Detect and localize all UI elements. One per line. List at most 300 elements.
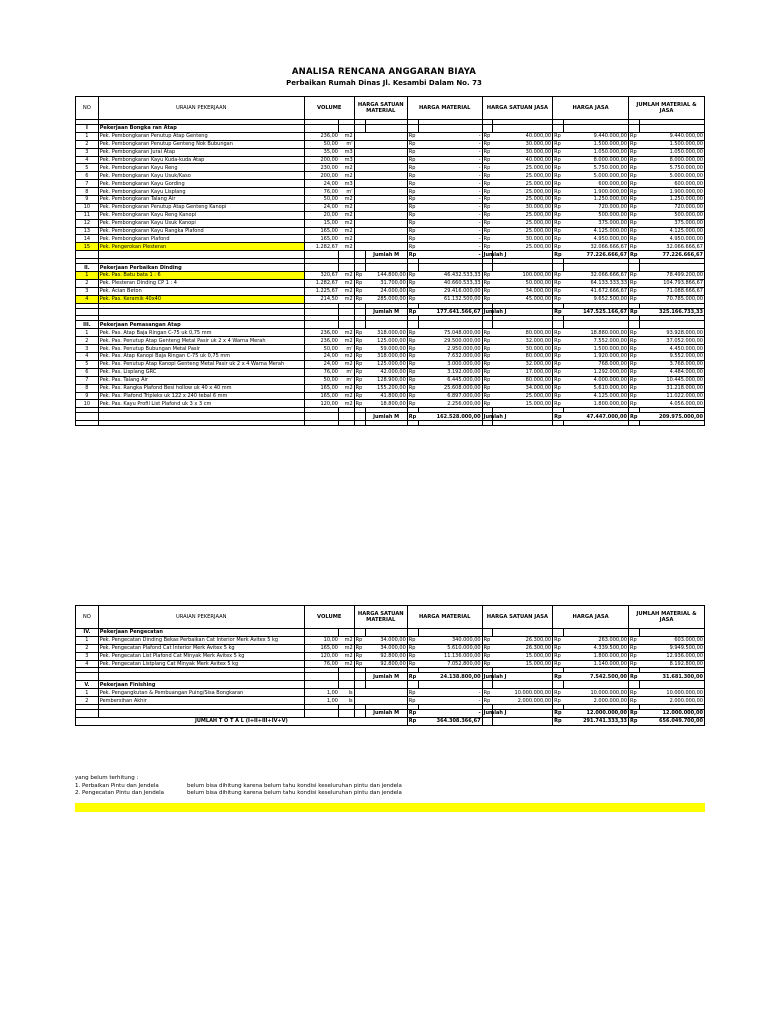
currency-label: Rp (407, 211, 418, 219)
row-harga-material: - (418, 203, 482, 211)
currency-label: Rp (630, 710, 638, 717)
empty-cell (639, 681, 704, 689)
jumlah-m-label: Jumlah M (365, 413, 407, 421)
row-harga-satuan-material: 42.000,00 (365, 368, 407, 376)
empty-cell (418, 629, 482, 637)
empty-cell (365, 681, 407, 689)
empty-cell (339, 421, 354, 426)
jumlah-total-value: 12.000.000,00 (639, 710, 704, 718)
row-number: 14 (76, 235, 99, 243)
currency-label: Rp (408, 413, 417, 420)
empty-cell (493, 421, 553, 426)
currency-label: Rp (629, 279, 640, 287)
currency-label: Rp (407, 203, 418, 211)
row-harga-satuan-jasa: 40.000,00 (493, 156, 553, 164)
row-jumlah: 720.000,00 (639, 203, 704, 211)
currency-label: Rp (354, 272, 365, 280)
row-harga-satuan-jasa: 80.000,00 (493, 329, 553, 337)
row-unit: m2 (339, 219, 354, 227)
empty-cell (639, 125, 704, 133)
currency-label: Rp (407, 272, 418, 280)
row-jumlah: 8.000.000,00 (639, 156, 704, 164)
currency-label: Rp (553, 287, 564, 295)
row-number: 4 (76, 353, 99, 361)
section-title: Pekerjaan Pengecatan (98, 629, 304, 637)
currency-label: Rp (407, 148, 418, 156)
currency-label: Rp (629, 156, 640, 164)
currency-label: Rp (354, 353, 365, 361)
empty-cell (563, 629, 628, 637)
currency-label: Rp (354, 360, 365, 368)
row-harga-satuan-jasa: 30.000,00 (493, 203, 553, 211)
row-number: 1 (76, 329, 99, 337)
currency-label: Rp (553, 689, 564, 697)
row-harga-material: 3.000.000,00 (418, 360, 482, 368)
table-row (76, 172, 705, 180)
table-row (76, 164, 705, 172)
row-harga-satuan-material (365, 188, 407, 196)
jumlah-total-value: 77.226.666,67 (639, 251, 704, 259)
currency-label: Rp (482, 368, 493, 376)
row-volume: 50,00 (304, 140, 339, 148)
empty-cell (482, 125, 493, 133)
currency-label: Rp (553, 172, 564, 180)
row-harga-jasa: 9.652.500,00 (563, 295, 628, 303)
row-harga-material: - (418, 180, 482, 188)
row-harga-satuan-material: 128.900,00 (365, 376, 407, 384)
header-harga-satuan-jasa: HARGA SATUAN JASA (482, 606, 553, 629)
row-number: 11 (76, 211, 99, 219)
row-harga-satuan-jasa: 40.000,00 (493, 132, 553, 140)
row-harga-satuan-material (365, 196, 407, 204)
currency-label: Rp (354, 329, 365, 337)
row-unit: m3 (339, 156, 354, 164)
empty-cell (76, 710, 99, 718)
currency-label: Rp (553, 196, 564, 204)
row-harga-jasa: 1.500.000,00 (563, 140, 628, 148)
currency-label: Rp (482, 287, 493, 295)
row-jumlah: 1.900.000,00 (639, 188, 704, 196)
note-item-desc: belum bisa dihitung karena belum tahu kondisi keseluruhan pintu dan jendela (187, 790, 402, 796)
currency-label: Rp (354, 400, 365, 408)
rab-table-1 (75, 96, 705, 426)
empty-cell (418, 681, 482, 689)
empty-cell (339, 264, 354, 272)
row-unit: m2 (339, 384, 354, 392)
row-harga-satuan-jasa: 45.000,00 (493, 295, 553, 303)
row-harga-jasa: 10.000.000,00 (563, 689, 628, 697)
currency-label: Rp (407, 337, 418, 345)
row-number: 8 (76, 188, 99, 196)
currency-label: Rp (629, 644, 640, 652)
table-row (76, 196, 705, 204)
row-harga-jasa: 1.250.000,00 (563, 196, 628, 204)
table-row (76, 644, 705, 652)
currency-label (354, 132, 365, 140)
row-unit: m2 (339, 172, 354, 180)
currency-label (354, 227, 365, 235)
row-number: 1 (76, 132, 99, 140)
row-harga-satuan-material: 41.800,00 (365, 392, 407, 400)
notes (75, 775, 402, 798)
currency-label: Rp (408, 309, 417, 316)
currency-label: Rp (630, 309, 638, 316)
empty-cell (553, 264, 564, 272)
empty-cell (418, 421, 482, 426)
section-number: III. (76, 321, 99, 329)
table-row (76, 148, 705, 156)
empty-cell (304, 629, 339, 637)
empty-cell (354, 251, 365, 259)
currency-label: Rp (482, 360, 493, 368)
row-unit: m2 (339, 636, 354, 644)
row-volume: 236,00 (304, 132, 339, 140)
row-harga-satuan-material (365, 227, 407, 235)
row-unit: m2 (339, 644, 354, 652)
row-harga-jasa: 1.050.000,00 (563, 148, 628, 156)
row-harga-satuan-jasa: 80.000,00 (493, 376, 553, 384)
row-harga-satuan-jasa: 34.000,00 (493, 287, 553, 295)
currency-label: Rp (629, 287, 640, 295)
currency-label: Rp (407, 295, 418, 303)
row-harga-satuan-material (365, 689, 407, 697)
currency-label: Rp (482, 227, 493, 235)
row-harga-jasa: 1.292.000,00 (563, 368, 628, 376)
row-harga-jasa: 768.000,00 (563, 360, 628, 368)
empty-cell (563, 421, 628, 426)
table-row (76, 243, 705, 251)
currency-label: Rp (629, 392, 640, 400)
currency-label: Rp (553, 148, 564, 156)
row-jumlah: 10.000.000,00 (639, 689, 704, 697)
currency-label: Rp (553, 219, 564, 227)
row-number: 1 (76, 689, 99, 697)
row-harga-satuan-material (365, 211, 407, 219)
row-unit: m2 (339, 392, 354, 400)
row-jumlah: 10.445.000,00 (639, 376, 704, 384)
section-number: I (76, 125, 99, 133)
currency-label: Rp (408, 718, 417, 725)
jumlah-m-label: Jumlah M (365, 673, 407, 681)
row-harga-material: 40.660.533,33 (418, 279, 482, 287)
row-unit: m' (339, 345, 354, 353)
row-unit: m' (339, 376, 354, 384)
row-volume: 24,00 (304, 180, 339, 188)
empty-cell (407, 681, 418, 689)
row-number: 6 (76, 172, 99, 180)
row-description: Pek. Pas. Kayu Profil List Plafond uk 3 x 3 cm (98, 400, 304, 408)
row-unit: m2 (339, 227, 354, 235)
currency-label: Rp (553, 243, 564, 251)
section-title: Pekerjaan Pemasangan Atap (98, 321, 304, 329)
currency-label: Rp (482, 196, 493, 204)
row-volume: 230,00 (304, 164, 339, 172)
jumlah-material-value: - (418, 251, 482, 259)
currency-label (354, 188, 365, 196)
row-harga-material: 75.048.000,00 (418, 329, 482, 337)
row-description: Pek. Pembongkaran Jurai Atap (98, 148, 304, 156)
currency-label: Rp (407, 172, 418, 180)
currency-label: Rp (482, 644, 493, 652)
table-row (76, 345, 705, 353)
table-row (76, 219, 705, 227)
empty-cell (76, 413, 99, 421)
subtotal-row (76, 413, 705, 421)
row-harga-jasa: 4.000.000,00 (563, 376, 628, 384)
row-harga-satuan-material (365, 148, 407, 156)
currency-label: Rp (482, 636, 493, 644)
row-description: Pek. Pembongkaran Penutup Genteng Nok Bubungan (98, 140, 304, 148)
currency-label: Rp (407, 392, 418, 400)
currency-label: Rp (629, 337, 640, 345)
row-harga-material: - (418, 164, 482, 172)
empty-cell (407, 421, 418, 426)
currency-label: Rp (553, 180, 564, 188)
row-number: 3 (76, 652, 99, 660)
row-harga-jasa: 4.339.500,00 (563, 644, 628, 652)
currency-label: Rp (354, 384, 365, 392)
note-item-label: 2. Pengecatan Pintu dan Jendela (75, 790, 164, 796)
empty-cell (354, 673, 365, 681)
currency-label: Rp (554, 673, 562, 680)
row-unit: m2 (339, 132, 354, 140)
empty-cell (304, 308, 339, 316)
currency-label: Rp (407, 384, 418, 392)
empty-cell (629, 321, 640, 329)
currency-label: Rp (554, 710, 562, 717)
currency-label: Rp (553, 203, 564, 211)
row-jumlah: 3.768.000,00 (639, 360, 704, 368)
header-volume: VOLUME (304, 606, 354, 629)
currency-label: Rp (553, 652, 564, 660)
currency-label: Rp (630, 718, 638, 725)
row-number: 2 (76, 697, 99, 705)
note-item-label: 1. Perbaikan Pintu dan Jendela (75, 782, 159, 789)
row-unit: m2 (339, 337, 354, 345)
table-row (76, 392, 705, 400)
row-harga-satuan-material (365, 235, 407, 243)
empty-cell (629, 264, 640, 272)
currency-label: Rp (629, 227, 640, 235)
row-jumlah: 78.499.200,00 (639, 272, 704, 280)
row-harga-satuan-jasa: 25.000,00 (493, 211, 553, 219)
row-description: Pek. Pas. Penutup Atap Genteng Metal Pasir uk 2 x 4 Warna Merah (98, 337, 304, 345)
section-title-row (76, 681, 705, 689)
empty-cell (553, 421, 564, 426)
row-unit: m3 (339, 180, 354, 188)
row-harga-satuan-material (365, 180, 407, 188)
row-harga-material: - (418, 140, 482, 148)
empty-cell (365, 125, 407, 133)
currency-label: Rp (407, 329, 418, 337)
row-harga-satuan-material: 125.000,00 (365, 360, 407, 368)
empty-cell (304, 413, 339, 421)
row-harga-satuan-material (365, 156, 407, 164)
header-no: NO (76, 97, 99, 120)
currency-label: Rp (629, 652, 640, 660)
empty-cell (304, 321, 339, 329)
currency-label: Rp (629, 376, 640, 384)
row-harga-material: 11.136.000,00 (418, 652, 482, 660)
row-harga-satuan-material: 144.800,00 (365, 272, 407, 280)
currency-label: Rp (630, 251, 638, 258)
currency-label: Rp (554, 413, 562, 420)
empty-cell (76, 673, 99, 681)
empty-cell (629, 629, 640, 637)
jumlah-total-value: 325.166.733,33 (639, 308, 704, 316)
row-harga-material: - (418, 211, 482, 219)
currency-label: Rp (554, 718, 562, 725)
document-title: ANALISA RENCANA ANGGARAN BIAYA (291, 67, 477, 77)
jumlah-j-label: Jumlah J (483, 673, 507, 680)
row-description: Pek. Pas. Atap Kanopi Baja Ringan C-75 uk 0,75 mm (98, 353, 304, 361)
row-description: Pek. Pengangkutan & Pembuangan Puing/Sisa Bongkaran (98, 689, 304, 697)
currency-label: Rp (629, 360, 640, 368)
empty-cell (418, 264, 482, 272)
table-row (76, 689, 705, 697)
row-volume: 76,00 (304, 188, 339, 196)
currency-label: Rp (354, 279, 365, 287)
empty-cell (76, 308, 99, 316)
row-description: Pek. Plesteran Dinding CP 1 : 4 (98, 279, 304, 287)
currency-label: Rp (482, 164, 493, 172)
row-harga-material: 5.610.000,00 (418, 644, 482, 652)
currency-label: Rp (407, 156, 418, 164)
row-number: 10 (76, 203, 99, 211)
currency-label: Rp (629, 180, 640, 188)
row-unit: m2 (339, 400, 354, 408)
currency-label: Rp (629, 243, 640, 251)
row-jumlah: 11.022.000,00 (639, 392, 704, 400)
empty-cell (553, 321, 564, 329)
currency-label: Rp (629, 219, 640, 227)
empty-cell (407, 629, 418, 637)
row-harga-satuan-jasa: 32.000,00 (493, 360, 553, 368)
empty-cell (639, 629, 704, 637)
row-harga-satuan-jasa: 30.000,00 (493, 345, 553, 353)
currency-label: Rp (407, 353, 418, 361)
row-description: Pek. Pembongkaran Kayu Gording (98, 180, 304, 188)
row-harga-satuan-material (365, 219, 407, 227)
empty-cell (304, 710, 339, 718)
row-harga-jasa: 5.610.000,00 (563, 384, 628, 392)
table-row (76, 697, 705, 705)
row-volume: 200,00 (304, 156, 339, 164)
row-jumlah: 4.484.000,00 (639, 368, 704, 376)
row-number: 2 (76, 644, 99, 652)
row-unit: m2 (339, 279, 354, 287)
row-jumlah: 9.552.000,00 (639, 353, 704, 361)
currency-label (354, 180, 365, 188)
currency-label: Rp (482, 140, 493, 148)
currency-label: Rp (482, 180, 493, 188)
currency-label: Rp (553, 227, 564, 235)
empty-cell (339, 413, 354, 421)
row-harga-jasa: 500.000,00 (563, 211, 628, 219)
row-unit: m2 (339, 287, 354, 295)
jumlah-j-label: Jumlah J (483, 309, 507, 316)
currency-label: Rp (482, 148, 493, 156)
currency-label: Rp (629, 329, 640, 337)
currency-label: Rp (407, 689, 418, 697)
row-volume: 236,00 (304, 337, 339, 345)
currency-label: Rp (554, 251, 562, 258)
currency-label: Rp (630, 673, 638, 680)
row-volume: 200,00 (304, 172, 339, 180)
empty-cell (354, 629, 365, 637)
currency-label: Rp (354, 345, 365, 353)
currency-label: Rp (553, 132, 564, 140)
currency-label: Rp (407, 164, 418, 172)
currency-label: Rp (482, 329, 493, 337)
row-harga-satuan-jasa: 34.000,00 (493, 384, 553, 392)
row-harga-jasa: 375.000,00 (563, 219, 628, 227)
row-harga-satuan-material: 318.000,00 (365, 329, 407, 337)
row-description: Pek. Pembongkaran Penutup Atap Genteng Kanopi (98, 203, 304, 211)
currency-label: Rp (407, 132, 418, 140)
row-harga-jasa: 5.750.000,00 (563, 164, 628, 172)
row-number: 10 (76, 400, 99, 408)
row-number: 4 (76, 156, 99, 164)
row-harga-jasa: 41.672.666,67 (563, 287, 628, 295)
currency-label: Rp (553, 400, 564, 408)
row-unit: m2 (339, 196, 354, 204)
row-volume: 50,00 (304, 345, 339, 353)
empty-cell (354, 308, 365, 316)
row-description: Pek. Pas. Rangka Plafond Besi hollow uk 40 x 40 mm (98, 384, 304, 392)
table-row (76, 652, 705, 660)
row-unit: m2 (339, 329, 354, 337)
row-harga-material: - (418, 689, 482, 697)
currency-label: Rp (629, 295, 640, 303)
jumlah-jasa-value: 7.542.500,00 (563, 673, 628, 681)
currency-label: Rp (354, 337, 365, 345)
currency-label (354, 203, 365, 211)
empty-cell (629, 681, 640, 689)
row-harga-satuan-material (365, 140, 407, 148)
currency-label: Rp (629, 172, 640, 180)
currency-label: Rp (482, 392, 493, 400)
row-jumlah: 600.000,00 (639, 180, 704, 188)
currency-label (354, 148, 365, 156)
empty-cell (563, 681, 628, 689)
row-harga-material: 61.132.500,00 (418, 295, 482, 303)
currency-label: Rp (553, 644, 564, 652)
jumlah-total-value: 31.681.300,00 (639, 673, 704, 681)
header-harga-jasa: HARGA JASA (553, 606, 629, 629)
row-harga-satuan-jasa: 25.000,00 (493, 243, 553, 251)
currency-label: Rp (553, 235, 564, 243)
empty-cell (76, 421, 99, 426)
currency-label: Rp (482, 172, 493, 180)
row-jumlah: 4.450.000,00 (639, 345, 704, 353)
currency-label: Rp (354, 660, 365, 668)
currency-label: Rp (354, 644, 365, 652)
empty-cell (98, 710, 304, 718)
row-harga-satuan-material: 24.000,00 (365, 287, 407, 295)
row-volume: 120,00 (304, 652, 339, 660)
row-harga-satuan-material (365, 697, 407, 705)
section-number: IV. (76, 629, 99, 637)
row-harga-satuan-jasa: 50.000,00 (493, 279, 553, 287)
currency-label: Rp (407, 644, 418, 652)
currency-label: Rp (482, 235, 493, 243)
grand-total-material: 364.308.366,67 (418, 717, 482, 725)
currency-label: Rp (629, 384, 640, 392)
empty-cell (407, 321, 418, 329)
currency-label: Rp (407, 287, 418, 295)
empty-cell (339, 681, 354, 689)
